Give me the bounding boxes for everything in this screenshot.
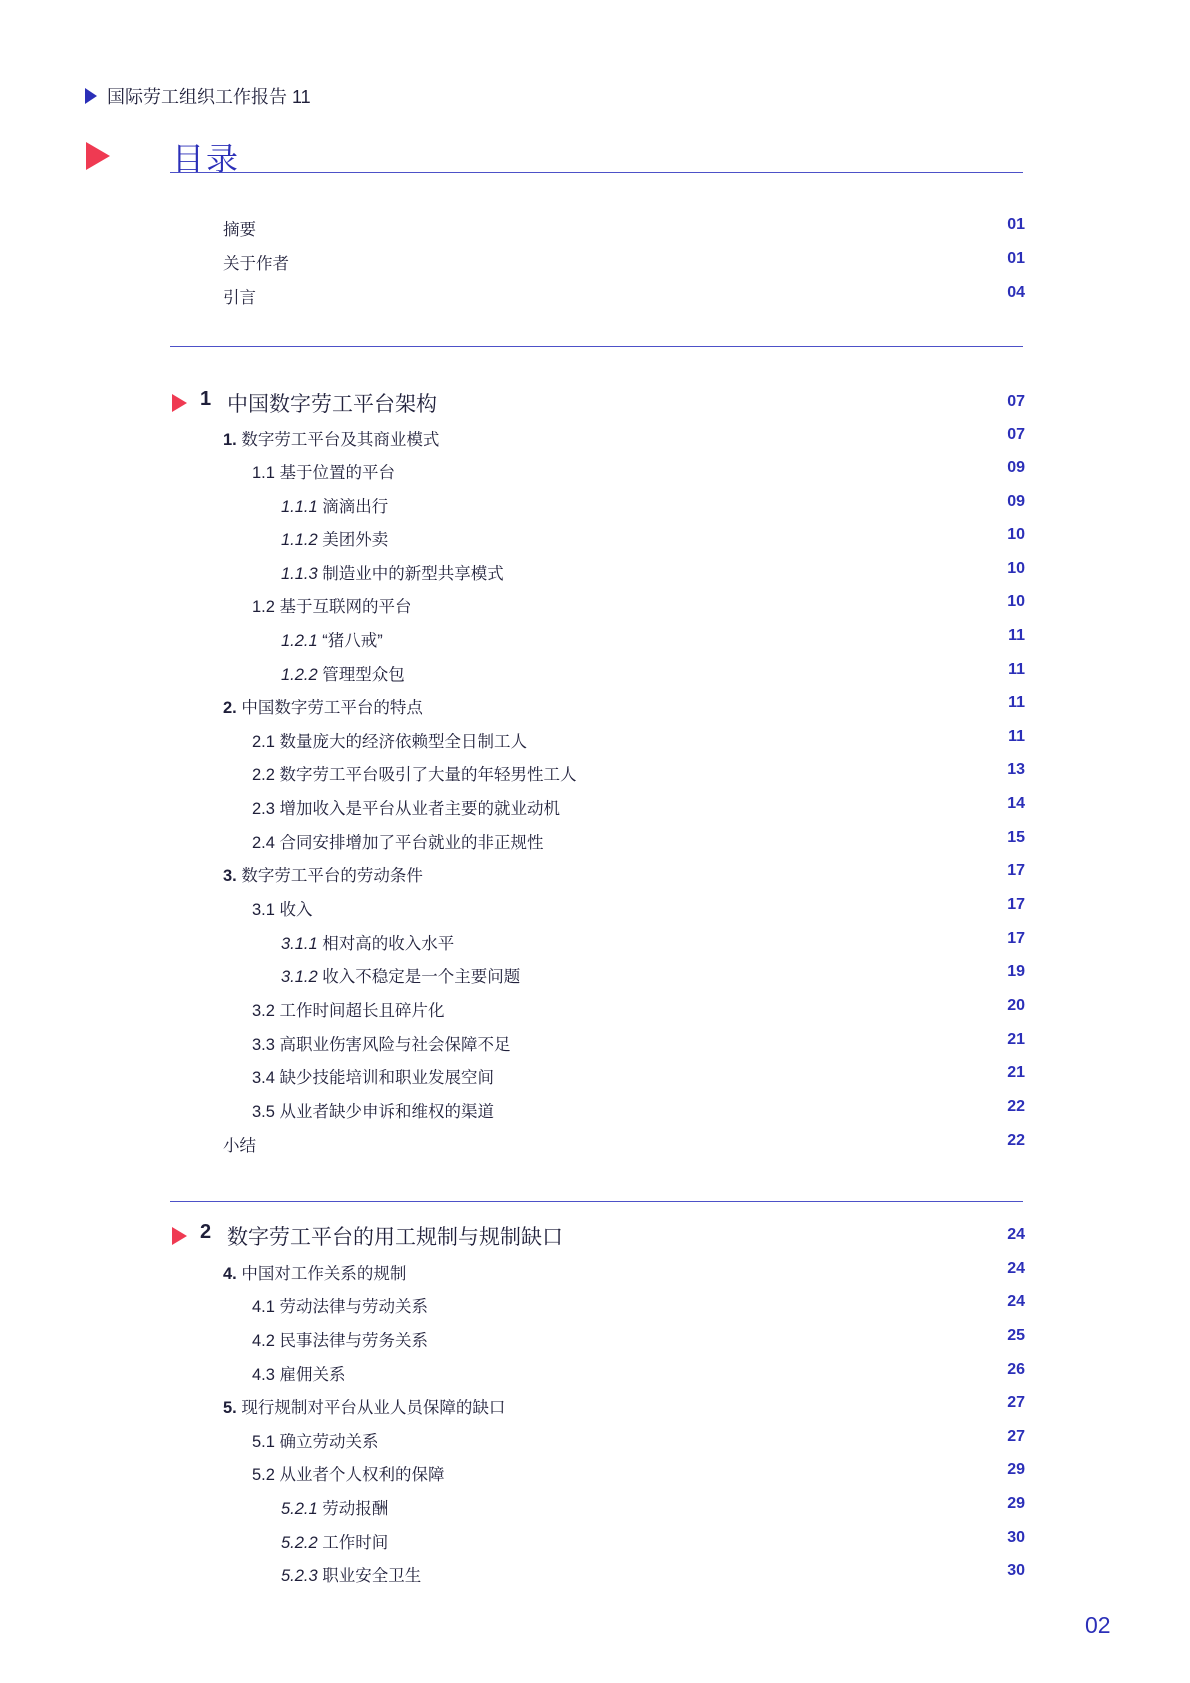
toc-entry-page: 09	[1007, 459, 1025, 476]
toc-entry-page: 25	[1007, 1327, 1025, 1344]
toc-entry-text: 1.2.2 管理型众包	[281, 666, 405, 684]
toc-entry-text: 3.4 缺少技能培训和职业发展空间	[252, 1069, 495, 1087]
toc-entry-page: 24	[1007, 1293, 1025, 1310]
toc-entry-text: 5.2.2 工作时间	[281, 1534, 389, 1552]
toc-entry-text: 3.1 收入	[252, 901, 313, 919]
toc-entry[interactable]	[0, 1558, 1025, 1588]
report-header	[85, 83, 311, 109]
toc-entry-page: 09	[1007, 493, 1025, 510]
title-triangle-icon	[86, 142, 110, 170]
toc-entry-text: 3.1.2 收入不稳定是一个主要问题	[281, 968, 521, 986]
chapter-page: 24	[1007, 1226, 1025, 1243]
toc-entry[interactable]	[0, 1060, 1025, 1090]
toc-entry[interactable]	[0, 1323, 1025, 1353]
header-triangle-icon	[85, 88, 97, 104]
toc-entry-text: 4.1 劳动法律与劳动关系	[252, 1298, 429, 1316]
toc-entry-page: 11	[1008, 627, 1025, 644]
toc-entry-text: 3.5 从业者缺少申诉和维权的渠道	[252, 1103, 495, 1121]
toc-entry[interactable]	[0, 1289, 1025, 1319]
toc-entry-text: 5.2.3 职业安全卫生	[281, 1567, 422, 1585]
toc-entry-page: 14	[1007, 795, 1025, 812]
toc-entry[interactable]	[0, 926, 1025, 956]
toc-entry[interactable]	[0, 422, 1025, 452]
toc-entry-text: 5.1 确立劳动关系	[252, 1433, 379, 1451]
toc-entry-page: 10	[1007, 593, 1025, 610]
toc-entry-page: 11	[1008, 694, 1025, 711]
toc-entry-text: 2.3 增加收入是平台从业者主要的就业动机	[252, 800, 561, 818]
toc-entry[interactable]	[0, 892, 1025, 922]
toc-entry[interactable]	[0, 1390, 1025, 1420]
toc-entry-text: 4.3 雇佣关系	[252, 1366, 346, 1384]
toc-entry-text: 1.1.3 制造业中的新型共享模式	[281, 565, 504, 583]
toc-entry-page: 27	[1007, 1428, 1025, 1445]
toc-entry-text: 1.1.2 美团外卖	[281, 531, 389, 549]
toc-entry-page: 24	[1007, 1260, 1025, 1277]
toc-entry-page: 22	[1007, 1098, 1025, 1115]
report-series-title: 国际劳工组织工作报告 11	[107, 87, 311, 107]
toc-entry[interactable]	[0, 690, 1025, 720]
toc-entry-summary[interactable]	[0, 1128, 1025, 1158]
toc-entry[interactable]	[0, 993, 1025, 1023]
toc-entry-label: 关于作者	[223, 255, 289, 273]
chapter-triangle-icon	[172, 1227, 187, 1245]
chapter-divider	[170, 346, 1023, 347]
toc-entry-text: 3. 数字劳工平台的劳动条件	[223, 867, 423, 885]
toc-entry[interactable]	[0, 959, 1025, 989]
toc-entry[interactable]	[0, 1357, 1025, 1387]
toc-entry[interactable]	[0, 1094, 1025, 1124]
toc-entry-text: 3.1.1 相对高的收入水平	[281, 935, 455, 953]
toc-entry-page: 17	[1007, 930, 1025, 947]
toc-entry-page: 13	[1007, 761, 1025, 778]
toc-entry[interactable]	[0, 1491, 1025, 1521]
toc-entry-page: 10	[1007, 560, 1025, 577]
toc-entry[interactable]	[0, 757, 1025, 787]
chapter-number: 1	[200, 388, 212, 410]
chapter-title: 数字劳工平台的用工规制与规制缺口	[227, 1226, 563, 1249]
toc-entry-page: 21	[1007, 1031, 1025, 1048]
toc-entry-page: 11	[1008, 661, 1025, 678]
page-number: 02	[1085, 1612, 1111, 1638]
toc-entry-page: 04	[1007, 284, 1025, 301]
toc-entry-page: 10	[1007, 526, 1025, 543]
toc-entry-label: 小结	[223, 1137, 256, 1155]
toc-entry-introduction[interactable]	[0, 280, 1025, 310]
toc-entry-page: 30	[1007, 1529, 1025, 1546]
toc-entry[interactable]	[0, 1457, 1025, 1487]
toc-entry[interactable]	[0, 1525, 1025, 1555]
chapter-heading-2[interactable]	[0, 1218, 1025, 1254]
toc-entry[interactable]	[0, 455, 1025, 485]
toc-entry[interactable]	[0, 791, 1025, 821]
toc-entry-label: 引言	[223, 289, 256, 307]
toc-entry-about-authors[interactable]	[0, 246, 1025, 276]
toc-entry[interactable]	[0, 1256, 1025, 1286]
page-title: 目录	[172, 141, 241, 177]
toc-entry-text: 1.2.1 “猪八戒”	[281, 632, 383, 650]
toc-entry-page: 21	[1007, 1064, 1025, 1081]
toc-entry-page: 19	[1007, 963, 1025, 980]
toc-entry-text: 3.2 工作时间超长且碎片化	[252, 1002, 445, 1020]
toc-entry-page: 01	[1007, 250, 1025, 267]
toc-entry-page: 29	[1007, 1495, 1025, 1512]
chapter-heading-1[interactable]	[0, 385, 1025, 421]
toc-entry-text: 2. 中国数字劳工平台的特点	[223, 699, 423, 717]
toc-entry[interactable]	[0, 858, 1025, 888]
toc-entry-page: 07	[1007, 426, 1025, 443]
toc-entry-text: 5.2.1 劳动报酬	[281, 1500, 389, 1518]
chapter-triangle-icon	[172, 394, 187, 412]
toc-entry-page: 17	[1007, 896, 1025, 913]
toc-entry[interactable]	[0, 1424, 1025, 1454]
toc-entry[interactable]	[0, 489, 1025, 519]
toc-entry[interactable]	[0, 556, 1025, 586]
toc-entry-page: 29	[1007, 1461, 1025, 1478]
toc-entry[interactable]	[0, 825, 1025, 855]
toc-entry[interactable]	[0, 657, 1025, 687]
toc-entry-page: 20	[1007, 997, 1025, 1014]
toc-entry-text: 1.2 基于互联网的平台	[252, 598, 412, 616]
toc-entry-page: 30	[1007, 1562, 1025, 1579]
toc-entry-text: 1. 数字劳工平台及其商业模式	[223, 431, 440, 449]
toc-entry[interactable]	[0, 589, 1025, 619]
toc-entry-text: 5. 现行规制对平台从业人员保障的缺口	[223, 1399, 506, 1417]
toc-entry-text: 5.2 从业者个人权利的保障	[252, 1466, 445, 1484]
toc-entry-text: 2.4 合同安排增加了平台就业的非正规性	[252, 834, 544, 852]
toc-entry-page: 26	[1007, 1361, 1025, 1378]
toc-entry-page: 27	[1007, 1394, 1025, 1411]
toc-entry-text: 3.3 高职业伤害风险与社会保障不足	[252, 1036, 511, 1054]
toc-entry-text: 4. 中国对工作关系的规制	[223, 1265, 407, 1283]
toc-entry-label: 摘要	[223, 221, 256, 239]
toc-entry[interactable]	[0, 623, 1025, 653]
toc-entry-text: 4.2 民事法律与劳务关系	[252, 1332, 429, 1350]
title-divider	[170, 172, 1023, 173]
toc-entry-page: 11	[1008, 728, 1025, 745]
toc-entry-text: 1.1 基于位置的平台	[252, 464, 396, 482]
toc-entry-page: 17	[1007, 862, 1025, 879]
chapter-number: 2	[200, 1221, 212, 1243]
toc-entry-page: 01	[1007, 216, 1025, 233]
toc-entry-text: 2.1 数量庞大的经济依赖型全日制工人	[252, 733, 528, 751]
toc-entry-text: 2.2 数字劳工平台吸引了大量的年轻男性工人	[252, 766, 577, 784]
toc-entry-page: 22	[1007, 1132, 1025, 1149]
chapter-page: 07	[1007, 393, 1025, 410]
chapter-divider	[170, 1201, 1023, 1202]
toc-entry[interactable]	[0, 522, 1025, 552]
toc-entry-page: 15	[1007, 829, 1025, 846]
toc-entry-text: 1.1.1 滴滴出行	[281, 498, 389, 516]
toc-entry-abstract[interactable]	[0, 212, 1025, 242]
toc-entry[interactable]	[0, 1027, 1025, 1057]
toc-entry[interactable]	[0, 724, 1025, 754]
chapter-title: 中国数字劳工平台架构	[227, 393, 437, 416]
